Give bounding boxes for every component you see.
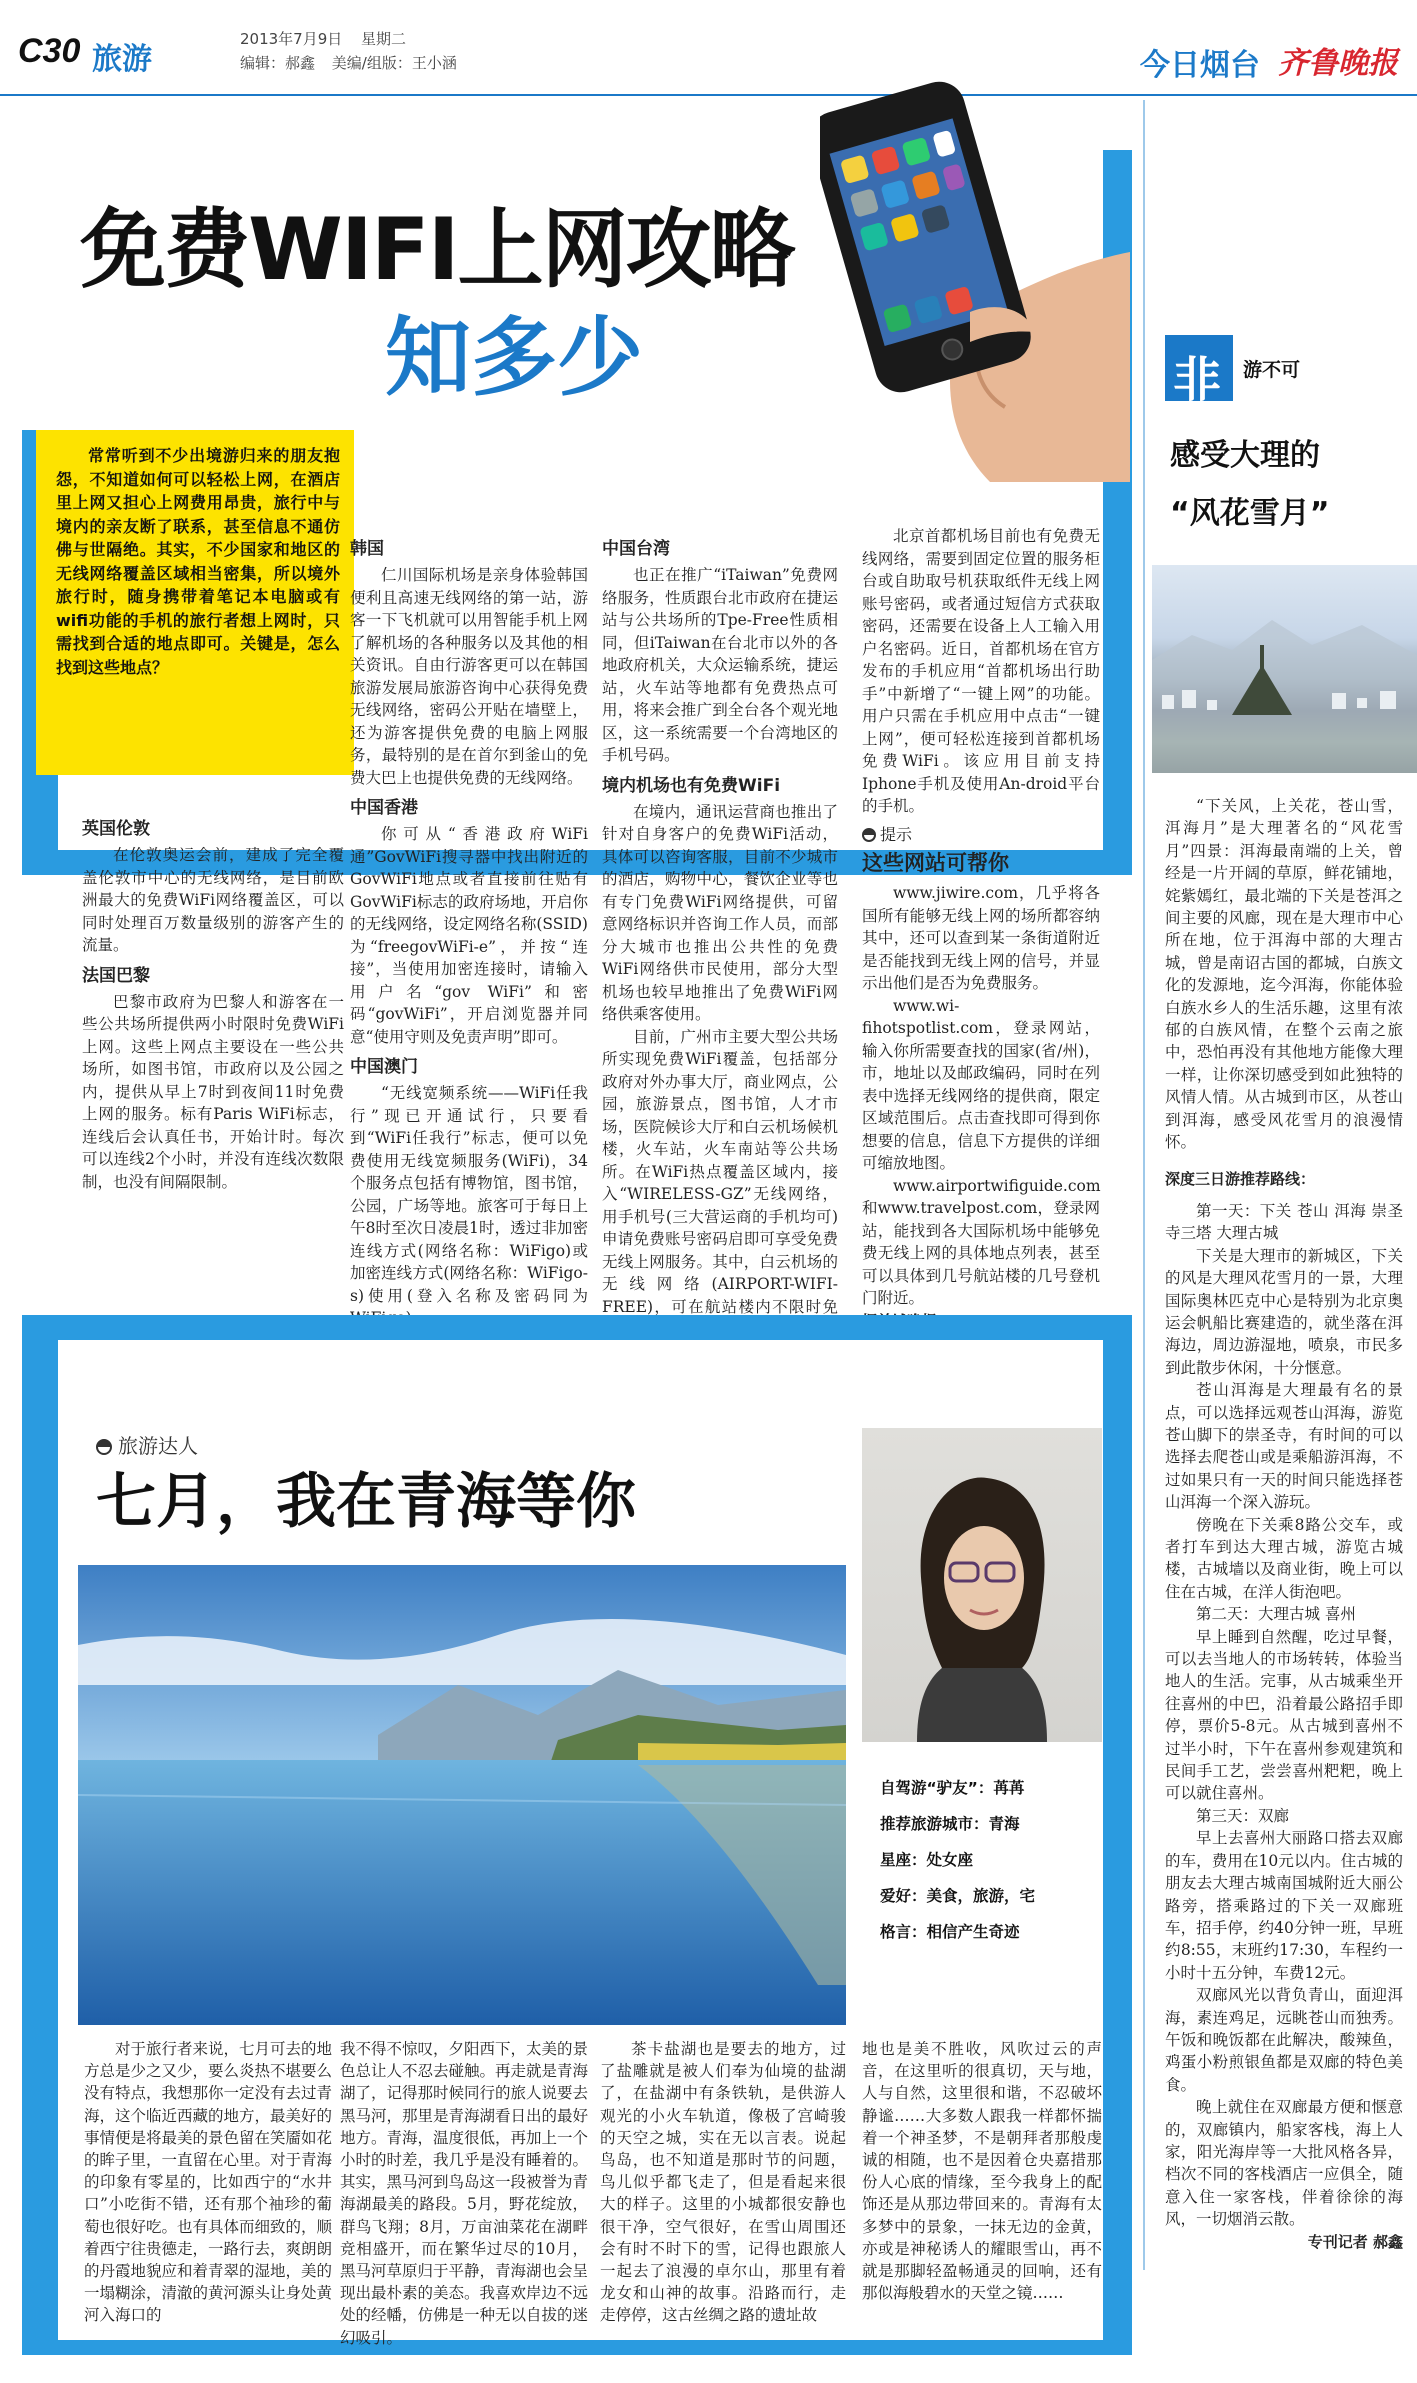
designer-credit: 美编/组版：王小涵 [331,54,457,72]
profile-row: 推荐旅游城市：青海 [880,1815,1020,1833]
sub-korea: 韩国 [350,539,384,559]
bottom-kicker [96,1430,198,1459]
headline-line1: 免费WIFI上网攻略 [80,200,794,300]
profile-value-nick: 苒苒 [993,1779,1025,1797]
phone-illustration [820,62,1130,482]
phone-in-hand-image [820,62,1130,482]
profile-row: 星座：处女座 [880,1851,974,1869]
profile-box [862,1750,1102,1970]
bottom-title: 七月，我在青海等你 [96,1467,636,1537]
para-jiwire: www.jiwire.com，几乎将各国所有能够无线上网的场所都容纳其中，还可以查到某一条街道附近是否能找到无线上网的信号，并显示出他们是否为免费服务。 [862,884,1100,992]
profile-label-motto: 格言 [880,1923,912,1941]
sidebar-reporter: 专刊记者 郝鑫 [1307,2232,1403,2251]
profile-label-city: 推荐旅游城市 [880,1815,974,1833]
bottom-col-2 [340,2038,588,2349]
editor-credit: 编辑：郝鑫 [240,54,316,72]
para-guangzhou: 目前，广州市主要大型公共场所实现免费WiFi覆盖，包括部分政府对外办事大厅，商业网点，公园，旅游景点，图书馆，人才市场，医院候诊大厅和白云机场候机楼，火车站，火车南站等公共场所。在WiFi热点覆盖区域内，接入“WIRELESS-GZ”无线网络，用手机号(三大营运商的手机均可)申请免费账号密码启即可享受免费无线上网服务。其中，白云机场的无线网络(AIRPORT-WIFI-FREE)，可在航站楼内不限时免 [602,1027,838,1316]
sidebar-evening: 傍晚在下关乘8路公交车，或者打车到达大理古城，游览古城楼，古城墙以及商业街，晚上可以住在古城，在洋人街泡吧。 [1165,1515,1403,1601]
main-col-2 [350,530,588,1330]
profile-value-sign: 处女座 [926,1851,974,1869]
sidebar-shuanglang: 双廊风光以背负青山，面迎洱海，素连鸡足，远眺苍山而独秀。午饭和晚饭都在此解决，酸辣鱼，鸡蛋小粉煎银鱼都是双廊的特色美食。 [1165,1986,1403,2094]
sub-websites: 这些网站可帮你 [862,851,1009,875]
intro-box [36,430,354,775]
dali-skyline [1152,565,1417,773]
page-code: C30 [18,32,81,70]
weekday-text: 星期二 [361,30,407,48]
sidebar-body [1165,795,1403,2253]
brand-qilu: 齐鲁晚报 [1278,46,1398,81]
main-col-4 [862,525,1100,1332]
para-airportwifi: www.airportwifiguide.com和www.travelpost.com，登录网站，能找到各大国际机场中能够免费无线上网的具体地点列表，甚至可以具体到几号航站楼的几号登机门附近。 [862,1176,1101,1307]
sidebar-day3: 第三天：双廊 [1196,1806,1290,1825]
section-name: 旅游 [92,42,152,77]
tip-icon [862,828,876,842]
profile-label-sign: 星座 [880,1851,912,1869]
profile-label-hobby: 爱好 [880,1887,912,1905]
sub-hongkong: 中国香港 [350,798,418,818]
page-header [0,0,1417,95]
bottom-col-4 [862,2038,1102,2304]
sidebar-title-1: 感受大理的 [1170,438,1320,473]
profile-label-nick: 自驾游“驴友” [880,1779,978,1797]
headline-line2: 知多少 [385,308,643,408]
bottom-para-3: 茶卡盐湖也是要去的地方，过了盐雕就是被人们奉为仙境的盐湖了，在盐湖中有条铁轨，是供游人观光的小火车轨道，像极了宫崎骏的天空之城，实在无以言表。说起鸟岛，也不知道是那时节的问题，鸟儿似乎都飞走了，但是看起来很大的样子。这里的小城都很安静也很干净，空气很好，在雪山周围还会有时不时下的雪，记得也跟旅人一起去了浪漫的卓尔山，那里有着龙女和山神的故事。沿路而行，走走停停，这古丝绸之路的遗址故 [600,2040,846,2325]
bottom-para-2: 我不得不惊叹，夕阳西下，太美的景色总让人不忍去碰触。再走就是青海湖了，记得那时候同行的旅人说要去黑马河，那里是青海湖看日出的最好地方。青海，温度很低，再加上一个小时的时差，我几乎是没有睡着的。其实，黑马河到鸟岛这一段被誉为青海湖最美的路段。5月，野花绽放，群鸟飞翔；8月，万亩油菜花在湖畔竞相盛开，而在繁华过尽的10月，黑马河草原归于平静，青海湖也会呈现出最朴素的美态。我喜欢岸边不远处的经幡，仿佛是一种无以自拔的迷幻吸引。 [340,2040,589,2347]
sidebar-shuanglang-bus: 早上去喜州大丽路口搭去双廊的车，费用在10元以内。住古城的朋友去大理古城南国城附近大丽公路旁，搭乘路过的下关一双廊班车，招手停，约40分钟一班，早班约8:55，末班约17:30，车程约一小时十五分钟，车费12元。 [1165,1829,1403,1982]
para-london: 在伦敦奥运会前，建成了完全覆盖伦敦市中心的无线网络，是目前欧洲最大的免费WiFi网络覆盖区，可以同时处理百万数量级别的游客产生的流量。 [82,846,344,954]
sidebar-cangshan: 苍山洱海是大理最有名的景点，可以选择远观苍山洱海，游览苍山脚下的崇圣寺，有时间的可以选择去爬苍山或是乘船游洱海，不过如果只有一天的时间只能选择苍山洱海一个深入游玩。 [1165,1381,1403,1512]
profile-value-motto: 相信产生奇迹 [926,1923,1020,1941]
dali-city-photo [1152,565,1417,773]
sidebar-day1: 第一天：下关 苍山 洱海 崇圣寺三塔 大理古城 [1165,1201,1403,1243]
para-hongkong: 你可从“香港政府WiFi通”GovWiFi搜寻器中找出附近的GovWiFi地点或者直接前往贴有GovWiFi标志的政府场地，开启你的无线网络，设定网络名称(SSID)为“freegovWiFi-e”，并按“连接”，当使用加密连接时，请输入用户名“gov WiFi”和密码“govWiFi”，开启浏览器并同意“使用守则及免责声明”即可。 [350,825,588,1046]
sidebar-day2: 第二天：大理古城 喜州 [1196,1605,1356,1624]
sub-domestic-airports: 境内机场也有免费WiFi [602,775,781,796]
kicker-text: 旅游达人 [118,1434,198,1458]
sidebar-tag-text: 游不可 [1243,359,1301,381]
sidebar-rule [1143,100,1145,2270]
issue-date [240,28,406,49]
lake-landscape [78,1565,846,2025]
para-taiwan: 也正在推广“iTaiwan”免费网络服务，性质跟台北市政府在捷运站与公共场所的Tpe-Free性质相同，但iTaiwan在台北市以外的各地政府机关，大众运输系统，捷运站，火车站等地都有免费热点可用，将来会推广到全台各个观光地区，这一系统需要一个台湾地区的手机号码。 [602,566,838,764]
sub-paris: 法国巴黎 [82,965,150,986]
profile-row: 自驾游“驴友”：苒苒 [880,1779,1025,1797]
brand-jinri: 今日烟台 [1140,48,1260,83]
portrait-figure [862,1428,1102,1742]
tip-text: 提示 [880,824,913,844]
headline [80,200,794,300]
sub-london: 英国伦敦 [82,819,150,839]
main-col-1 [82,810,344,1193]
qinghai-lake-photo [78,1565,846,2025]
para-beijing-airport: 北京首都机场目前也有免费无线网络，需要到固定位置的服务柜台或自助取号机获取纸件无线上网账号密码，或者通过短信方式获取密码，还需要在设备上人工输入用户名密码。近日，首都机场在官方发布的手机应用“首都机场出行助手”中新增了“一键上网”的功能。用户只需在手机应用中点击“一键上网”，便可轻松连接到首都机场免费WiFi。该应用目前支持Iphone手机及使用An-droid平台的手机。 [862,527,1100,815]
para-macau: “无线宽频系统——WiFi任我行”现已开通试行，只要看到“WiFi任我行”标志，便可以免费使用无线宽频服务(WiFi)，34个服务点包括有博物馆，图书馆，公园，广场等地。旅客可于每日上午8时至次日凌晨1时，透过非加密连线方式(网络名称：WiFigo)或加密连线方式(网络名称：WiFigo-s)使用(登入名称及密码同为 [350,1084,588,1305]
author-portrait [862,1428,1102,1742]
bottom-col-3 [600,2038,846,2327]
bottom-col-1 [84,2038,332,2327]
sub-macau: 中国澳门 [350,1057,418,1077]
para-korea: 仁川国际机场是亲身体验韩国便利且高速无线网络的第一站，游客一下飞机就可以用智能手机上网了解机场的各种服务以及其他的相关资讯。自由行游客更可以在韩国旅游发展局旅游咨询中心获得免费无线网络，密码公开贴在墙壁上，还为游客提供免费的电脑上网服务，最特别的是在首尔到釜山的免费大巴上也提供免费的无线网络。 [350,566,588,787]
sidebar-para-intro: “下关风，上关花，苍山雪，洱海月”是大理著名的“风花雪月”四景：洱海最南端的上关，曾经是一片开阔的草原，鲜花铺地，姹紫嫣红，最北端的下关是苍洱之间主要的风廊，现在是大理市中心所在地，位于洱海中部的大理古城，曾是南诏古国的都城，白族文化的发源地，迄今洱海，你能体验白族水乡人的生活乐趣，这里有浓郁的白族风情，在整个云南之旅中，恐怕再没有其他地方能像大理一样，让你深切感受到如此独特的风情人情。从古城到市区，从苍山到洱海，感受风花雪月的浪漫情怀。 [1165,797,1403,1152]
sidebar-route-heading: 深度三日游推荐路线： [1165,1169,1316,1188]
bottom-para-1: 对于旅行者来说，七月可去的地方总是少之又少，要么炎热不堪要么没有特点，我想那你一定没有去过青海，这个临近西藏的地方，最美好的事情便是将最美的景色留在笑靥如花的眸子里，一直留在心里。对于青海的印象有零星的，比如西宁的“水井口”小吃街不错，还有那个袖珍的葡萄也很好吃。也有具体而细致的，顺着西宁往贵德走，一路行去，爽朗朗的丹霞地貌应和着青翠的湿地，美的一塌糊涂，清澈的黄河源头让身处黄河入海口的 [84,2040,333,2325]
profile-value-city: 青海 [988,1815,1020,1833]
sidebar-night: 晚上就住在双廊最方便和惬意的，双廊镇内，船家客栈，海上人家，阳光海岸等一大批风格各异，档次不同的客栈酒店一应俱全，随意入住一家客栈，伴着徐徐的海风，一切烟消云散。 [1165,2098,1403,2229]
sidebar-tag-char: 非 [1173,352,1222,408]
bottom-para-4: 地也是美不胜收，风吹过云的声音，在这里听的很真切，天与地，人与自然，这里很和谐，不忍破坏静谧……大多数人跟我一样都怀揣着一个神圣梦，不是朝拜者那般虔诚的相随，也不是因着仓央嘉措那份人心底的情缘，至今我身上的配饰还是从那边带回来的。青海有太多梦中的景象，一抹无边的金黄，亦或是神秘诱人的耀眼雪山，再不就是那脚轻盈畅通灵的回响，还有那似海般碧水的天堂之镜…… [862,2040,1102,2303]
date-text: 2013年7月9日 [240,30,343,48]
para-wifihotspot: www.wi-fihotspotlist.com，登录网站，输入你所需要查找的国家(省/州)，市，地址以及邮政编码，同时在列表中选择无线网络的提供商，限定区域范围后。点击查找即可得到你想要的信息，信息下方提供的详细可缩放地图。 [862,996,1100,1172]
intro-text: 常常听到不少出境游归来的朋友抱怨，不知道如何可以轻松上网，在酒店里上网又担心上网费用昂贵，旅行中与境内的亲友断了联系，甚至信息不通仿佛与世隔绝。其实，不少国家和地区的无线网络覆盖区域相当密集，所以境外旅行时，随身携带着笔记本电脑或有wifi功能的手机的旅行者想上网时，只需找到合适的地点即可。关键是，怎么找到这些地点？ [56,446,340,677]
sub-taiwan: 中国台湾 [602,539,670,559]
main-col-3 [602,530,838,1341]
sidebar-xizhou: 早上睡到自然醒，吃过早餐，可以去当地人的市场转转，体验当地人的生活。完事，从古城乘坐开往喜州的中巴，沿着最公路招手即停，票价5-8元。从古城到喜州不过半小时，下午在喜州参观建筑和民间手工艺，尝尝喜州粑粑，晚上可以就住喜州。 [1165,1627,1403,1803]
profile-value-hobby: 美食，旅游，宅 [926,1887,1036,1905]
sidebar-xiaguan: 下关是大理市的新城区，下关的风是大理风花雪月的一景，大理国际奥林匹克中心是特别为北京奥运会帆船比赛建造的，就坐落在洱海边，周边游湿地，喷泉，市民多到此散步休闲，十分惬意。 [1165,1246,1403,1377]
para-domestic: 在境内，通讯运营商也推出了针对自身客户的免费WiFi活动，具体可以咨询客服，目前不少城市的酒店，购物中心，餐饮企业等也有专门免费WiFi网络提供，可留意网络标识并咨询工作人员，而部分大城市也推出公共性的免费WiFi网络供市民使用，部分大型机场也较早地推出了免费WiFi网络供乘客使用。 [602,802,838,1023]
para-paris: 巴黎市政府为巴黎人和游客在一些公共场所提供两小时限时免费WiFi上网。这些上网点主要设在一些公共场所，如图书馆，市政府以及公园之内，提供从早上7时到夜间11时免费上网的服务。标有Paris WiFi标志，连线后会认真任书，开始计时。每次可以连线2个小时，并没有连线次数限制，也没有间隔限制。 [82,992,344,1191]
credits [240,52,457,73]
kicker-icon [96,1439,112,1455]
tip-label [862,824,1100,847]
bottom-frame-left-strip [22,1315,58,2355]
sidebar-tag [1165,335,1405,408]
profile-row: 爱好：美食，旅游，宅 [880,1887,1036,1905]
header-rule [0,94,1417,96]
profile-row: 格言：相信产生奇迹 [880,1923,1020,1941]
sidebar-title-2: “风花雪月” [1170,496,1330,531]
